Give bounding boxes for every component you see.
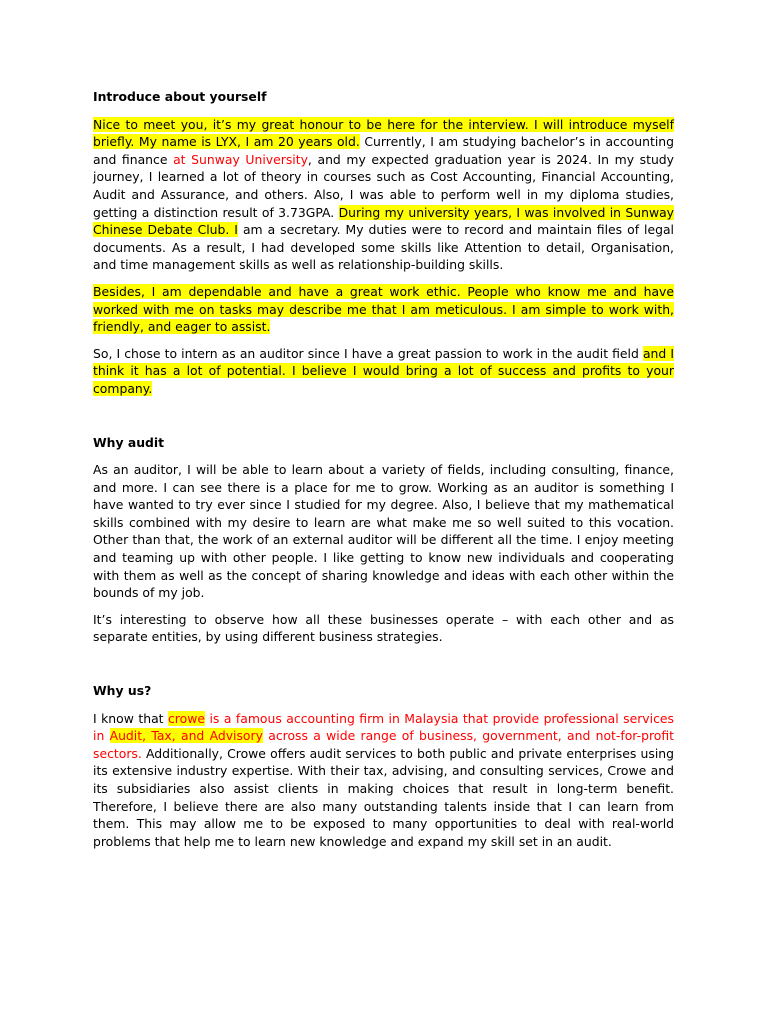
section-why-audit [93, 434, 674, 647]
section-spacer [93, 407, 674, 434]
text-run: It’s interesting to observe how all these businesses operate – with each other and as separate entities, by using different business strategies. [93, 611, 674, 645]
text-run: I know that [93, 710, 168, 726]
section-heading: Why us? [93, 683, 152, 699]
paragraph [93, 116, 674, 274]
section-why-us [93, 682, 674, 850]
text-run-red: is a famous accounting firm in Malaysia that provide professional services in [93, 710, 674, 744]
text-run-highlighted-red: crowe [168, 710, 205, 726]
text-run: So, I chose to intern as an auditor since I have a great passion to work in the audit field [93, 345, 643, 361]
text-run: As an auditor, I will be able to learn about a variety of fields, including consulting, finance, and more. I can see there is a place for me to grow. Working as an auditor is something I have wanted to try ever since I studied for my degree. Also, I believe that my mathematical skills combined with my desire to learn are what make me so well suited to this vocation. Other than that, the work of an external auditor will be different all the time. I enjoy meeting and teaming up with other people. I like getting to know new individuals and cooperating with them as well as the concept of sharing knowledge and ideas with each other within the bounds of my job. [93, 462, 674, 601]
section-heading: Introduce about yourself [93, 89, 267, 104]
text-run-highlighted: and I think it has a lot of potential. I believe I would bring a lot of success and profits to your company. [93, 345, 674, 396]
section-introduce [93, 88, 674, 398]
section-spacer [93, 655, 674, 682]
paragraph [93, 345, 674, 398]
text-run: , and my expected graduation year is 2024. In my study journey, I learned a lot of theory in courses such as Cost Accounting, Financial Accounting, Audit and Assurance, and others. Also, I was able to perform well in my diploma studies, getting a distinction result of 3.73GPA. [93, 151, 675, 220]
text-run: am a secretary. My duties were to record and maintain files of legal documents. As a result, I had developed some skills like Attention to detail, Organisation, and time management skills as well as relationship-building skills. [93, 222, 675, 273]
text-run-highlighted: During my university years, I was involved in Sunway Chinese Debate Club. I [93, 204, 675, 238]
text-run: Currently, I am studying bachelor’s in accounting and finance [93, 134, 674, 167]
document-page [93, 88, 674, 859]
text-run-red: across a wide range of business, government, and not-for-profit sectors. [93, 728, 675, 761]
paragraph [93, 710, 674, 851]
text-run-highlighted-red: Audit, Tax, and Advisory [109, 728, 263, 744]
paragraph [93, 611, 674, 646]
text-run: Additionally, Crowe offers audit services to both public and private enterprises using its extensive industry expertise. With their tax, advising, and consulting services, Crowe and its subsidiaries also assist clients in making choices that result in long-term benefit. Therefore, I believe there are also many outstanding talents inside that I can learn from them. This may allow me to be exposed to many opportunities to deal with real-world problems that help me to learn new knowledge and expand my skill set in an audit. [93, 745, 674, 849]
text-run-red: at Sunway University [173, 151, 308, 167]
section-heading: Why audit [93, 434, 165, 450]
text-run-highlighted: Nice to meet you, it’s my great honour to be here for the interview. I will introduce myself briefly. My name is LYX, I am 20 years old. [93, 116, 674, 150]
text-run-highlighted: Besides, I am dependable and have a great work ethic. People who know me and have worked with me on tasks may describe me that I am meticulous. I am simple to work with, friendly, and eager to assist. [93, 283, 674, 335]
paragraph [93, 461, 674, 602]
paragraph [93, 283, 674, 336]
